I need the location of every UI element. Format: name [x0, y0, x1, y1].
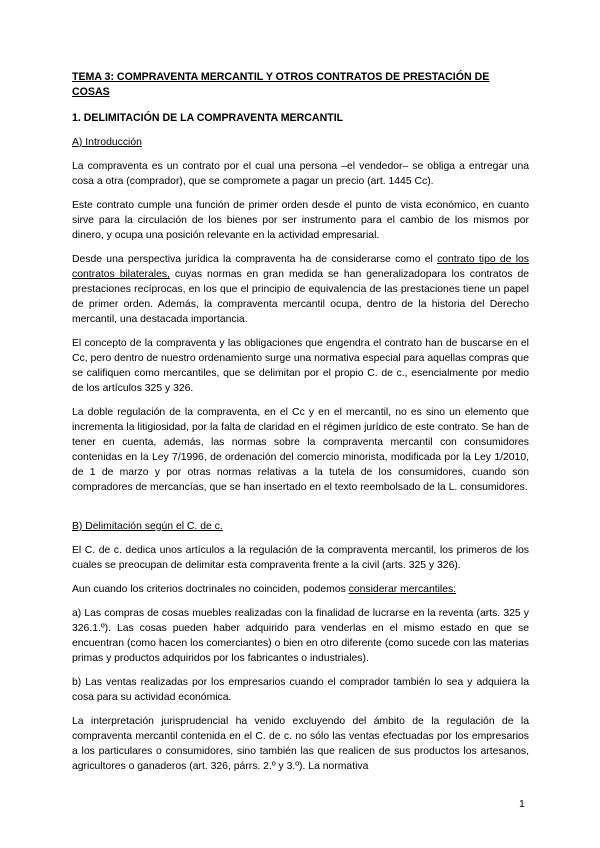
- paragraph-8: a) Las compras de cosas muebles realizadas con la finalidad de lucrarse en la reventa (arts. 325 y 326.1.º). Las cosas pueden haber adquirido para venderlas en el mismo estado en que se encuentran (como hacen los comerciantes) o bien en otro diferente (como sucede con las materias primas y productos adquiridos por los fabricantes o industriales).: [72, 608, 529, 664]
- paragraph-7: [72, 582, 529, 597]
- paragraph-2: Este contrato cumple una función de primer orden desde el punto de vista económico, en cuanto sirve para la circulación de los bienes por ser instrumento para el cambio de los mismos por dinero, y ocupa una posición relevante en la actividad empresarial.: [72, 200, 529, 241]
- paragraph-1: La compraventa es un contrato por el cual una persona –el vendedor– se obliga a entregar una cosa a otra (comprador), que se compromete a pagar un precio (art. 1445 Cc).: [72, 161, 529, 187]
- paragraph-7-underlined: considerar mercantiles:: [348, 584, 457, 595]
- paragraph-3-text-cont: cuyas normas en gran medida se han generalizadopara los contratos de prestaciones recíprocas, en los que el principio de equivalencia de las prestaciones tiene un papel de primer orden. Además, la compraventa mercantil ocupa, dentro de la historia del Derecho mercantil, una destacada importancia.: [72, 269, 530, 325]
- paragraph-5: La doble regulación de la compraventa, en el Cc y en el mercantil, no es sino un elemento que incrementa la litigiosidad, por la falta de claridad en el régimen jurídico de este contrato. Se han de tener en cuenta, además, las normas sobre la compraventa mercantil con consumidores contenidas en la Ley 7/1996, de ordenación del comercio minorista, modificada por la Ley 1/2010, de 1 de marzo y por otras normas relativas a la tutela de los consumidores, cuando son compradores de mercancías, que se han insertado en el texto reembolsado de la L. consumidores.: [72, 407, 529, 493]
- paragraph-3: [72, 252, 529, 327]
- document-title: TEMA 3: COMPRAVENTA MERCANTIL Y OTROS CONTRATOS DE PRESTACIÓN DE COSAS: [72, 71, 490, 98]
- section-heading: 1. DELIMITACIÓN DE LA COMPRAVENTA MERCANTIL: [72, 112, 344, 124]
- paragraph-6: El C. de c. dedica unos artículos a la regulación de la compraventa mercantil, los primeros de los cuales se preocupan de delimitar esta compraventa frente a la civil (arts. 325 y 326).: [72, 545, 529, 571]
- paragraph-10: La interpretación jurisprudencial ha venido excluyendo del ámbito de la regulación de la compraventa mercantil contenida en el C. de c. no sólo las ventas efectuadas por los empresarios a los particulares o consumidores, sino también las que realicen de sus productos los artesanos, agricultores o ganaderos (art. 326, párrs. 2.º y 3.º). La normativa: [72, 716, 529, 772]
- paragraph-4: El concepto de la compraventa y las obligaciones que engendra el contrato han de buscarse en el Cc, pero dentro de nuestro ordenamiento surge una normativa especial para aquellas compras que se califiquen como mercantiles, que se delimitan por el propio C. de c., esencialmente por medio de los artículos 325 y 326.: [72, 338, 529, 394]
- paragraph-3-text: Desde una perspectiva jurídica la compraventa ha de considerarse como el: [72, 254, 438, 265]
- subsection-heading-b: B) Delimitación según el C. de c.: [72, 521, 223, 532]
- paragraph-7-text: Aun cuando los criterios doctrinales no coinciden, podemos: [72, 584, 349, 595]
- subsection-heading-a: A) Introducción: [72, 137, 142, 148]
- page-number: 1: [519, 799, 525, 810]
- paragraph-9: b) Las ventas realizadas por los empresarios cuando el comprador también lo sea y adquiera la cosa para su actividad económica.: [72, 677, 529, 703]
- paragraph-3-underlined: contrato tipo de los contratos bilaterales,: [72, 254, 529, 280]
